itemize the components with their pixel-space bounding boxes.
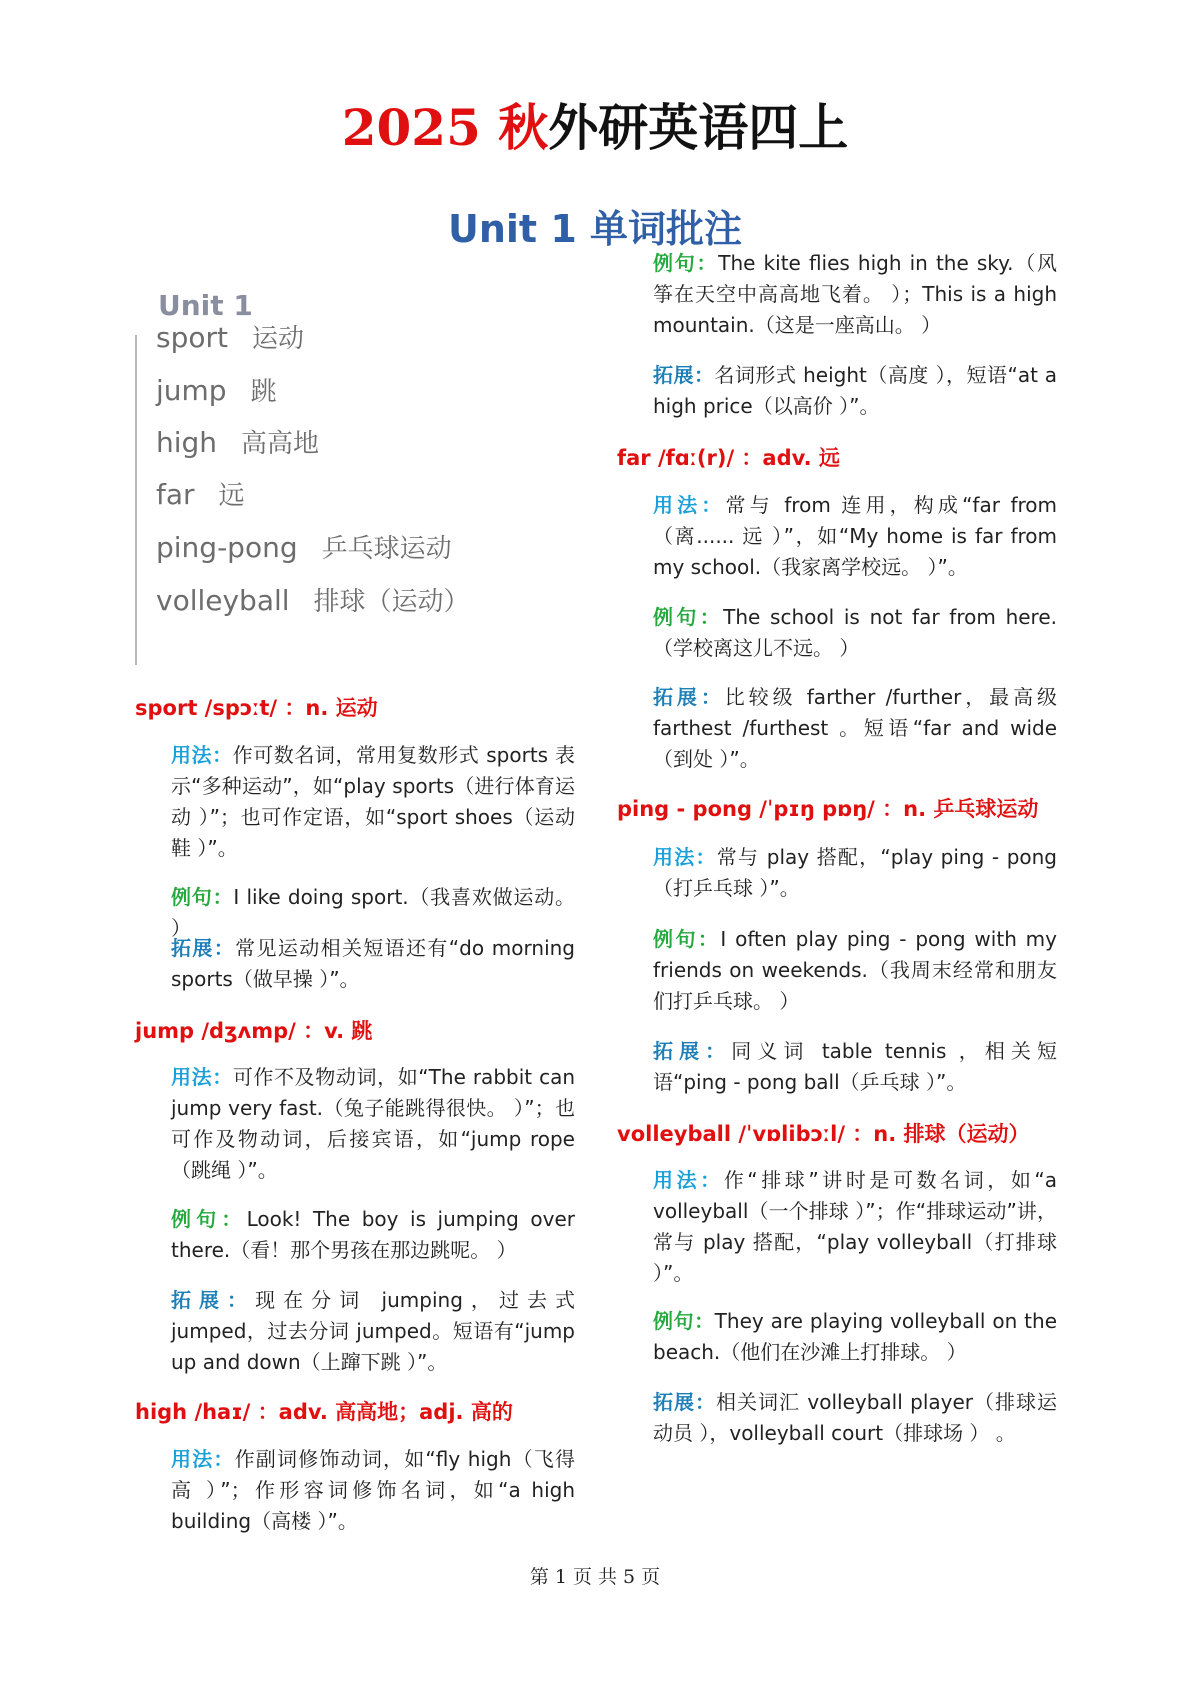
example-label: 例句： <box>171 1207 247 1231</box>
vocab-zh: 排球（运动） <box>313 587 470 617</box>
vocab-en: high <box>156 426 218 459</box>
vocab-item <box>156 528 452 565</box>
entry-usage-volleyball <box>653 1165 1057 1289</box>
vocab-item <box>156 581 470 618</box>
usage-text: 作副词修饰动词，如“fly high（飞得高 ）”；作形容词修饰名词，如“a high building（高楼 ）”。 <box>171 1447 575 1533</box>
extend-text: 名词形式 height（高度 ），短语“at a high price（以高价 ）”。 <box>653 363 1058 418</box>
usage-label: 用法： <box>171 1065 233 1089</box>
title-year: 2025 <box>341 98 481 157</box>
entry-usage-high <box>171 1444 575 1537</box>
usage-text: 作“排球”讲时是可数名词，如“a volleyball（一个排球 ）”；作“排球运动”讲，常与 play 搭配，“play volleyball（打排球 ）”。 <box>653 1168 1058 1285</box>
entry-head-sport: sport /spɔːt/ ：n. 运动 <box>135 696 378 720</box>
entry-usage-jump <box>171 1062 575 1186</box>
entry-extend-pingpong <box>653 1036 1057 1098</box>
vocab-divider <box>135 335 137 665</box>
extend-text: 相关词汇 volleyball player（排球运动员 ），volleyball court（排球场 ） 。 <box>653 1390 1058 1445</box>
extend-text: 同义词 table tennis ，相关短语“ping - pong ball（乒乓球 ）”。 <box>653 1039 1058 1094</box>
usage-label: 用法： <box>653 845 717 869</box>
entry-head-pingpong: ping - pong /ˈpɪŋ pɒŋ/ ：n. 乒乓球运动 <box>617 797 1039 821</box>
example-text: I like doing sport.（我喜欢做运动。 ） <box>171 885 576 940</box>
vocab-en: sport <box>156 321 228 354</box>
entry-extend-volleyball <box>653 1387 1057 1449</box>
vocabulary-image <box>135 283 525 668</box>
vocab-zh: 运动 <box>251 324 304 354</box>
example-text: They are playing volleyball on the beach.（他们在沙滩上打排球。 ） <box>653 1309 1058 1364</box>
vocab-zh: 远 <box>218 481 245 511</box>
vocab-en: far <box>156 478 195 511</box>
vocab-en: ping-pong <box>156 531 298 564</box>
entry-extend-jump <box>171 1285 575 1378</box>
extend-text: 比较级 farther /further，最高级 farthest /furthest 。短语“far and wide（到处 ）”。 <box>653 685 1057 771</box>
vocab-item <box>156 475 245 512</box>
example-text: Look! The boy is jumping over there.（看！那个男孩在那边跳呢。 ） <box>171 1207 576 1262</box>
entry-head-volleyball: volleyball /ˈvɒlibɔːl/ ：n. 排球（运动） <box>617 1122 1030 1146</box>
vocab-zh: 高高地 <box>241 429 320 459</box>
vocab-en: jump <box>156 374 227 407</box>
entry-usage-far <box>653 490 1057 583</box>
usage-text: 常与 from 连用，构成“far from（离...... 远 ）”，如“My home is far from my school.（我家离学校远。 ）”。 <box>653 493 1057 579</box>
extend-label: 拓展： <box>171 1288 256 1312</box>
example-label: 例句： <box>653 605 724 629</box>
entry-usage-pingpong <box>653 842 1057 904</box>
extend-label: 拓展： <box>653 363 715 387</box>
vocab-item <box>156 371 277 408</box>
entry-head-jump: jump /dʒʌmp/ ：v. 跳 <box>135 1019 373 1043</box>
example-label: 例句： <box>171 885 234 909</box>
extend-text: 常见运动相关短语还有“do morning sports（做早操 ）”。 <box>171 936 576 991</box>
entry-extend-high <box>653 360 1057 422</box>
usage-label: 用法： <box>653 1168 724 1192</box>
usage-label: 用法： <box>653 493 726 517</box>
title-season: 秋 <box>498 98 549 157</box>
extend-label: 拓展： <box>653 1390 717 1414</box>
vocab-zh: 乒乓球运动 <box>321 534 452 564</box>
example-label: 例句： <box>653 927 721 951</box>
entry-example-high <box>653 248 1057 341</box>
entry-head-far: far /fɑː(r)/ ：adv. 远 <box>617 446 840 470</box>
entry-example-pingpong <box>653 924 1057 1017</box>
example-label: 例句： <box>653 1309 715 1333</box>
title-rest: 外研英语四上 <box>548 98 849 157</box>
entry-usage-sport <box>171 740 575 864</box>
entry-example-jump <box>171 1204 575 1266</box>
example-text: The kite flies high in the sky.（风筝在天空中高高地飞着。 ）；This is a high mountain.（这是一座高山。 ） <box>653 251 1058 337</box>
usage-label: 用法： <box>171 1447 235 1471</box>
extend-text: 现在分词 jumping，过去式 jumped，过去分词 jumped。短语有“jump up and down（上蹿下跳 ）”。 <box>171 1288 575 1374</box>
example-text: The school is not far from here.（学校离这儿不远。 ） <box>653 605 1057 660</box>
vocab-en: volleyball <box>156 584 290 617</box>
usage-text: 可作不及物动词，如“The rabbit can jump very fast.（兔子能跳得很快。 ）”；也可作及物动词，后接宾语，如“jump rope（跳绳 ）”。 <box>171 1065 575 1182</box>
extend-label: 拓展： <box>653 685 725 709</box>
extend-label: 拓展： <box>171 936 236 960</box>
unit-subtitle: Unit 1 单词批注 <box>448 207 742 251</box>
usage-text: 作可数名词，常用复数形式 sports 表示“多种运动”，如“play sports（进行体育运动 ）”；也可作定语，如“sport shoes（运动鞋 ）”。 <box>171 743 575 860</box>
page-footer: 第 1 页 共 5 页 <box>529 1566 661 1588</box>
vocab-item <box>156 423 319 460</box>
vocab-zh: 跳 <box>250 377 277 407</box>
entry-head-high: high /haɪ/ ：adv. 高高地；adj. 高的 <box>135 1400 513 1424</box>
entry-example-volleyball <box>653 1306 1057 1368</box>
entry-extend-far <box>653 682 1057 775</box>
example-text: I often play ping - pong with my friends on weekends.（我周末经常和朋友们打乒乓球。 ） <box>653 927 1058 1013</box>
vocab-heading: Unit 1 <box>158 289 253 322</box>
usage-label: 用法： <box>171 743 233 767</box>
extend-label: 拓展： <box>653 1039 732 1063</box>
entry-example-far <box>653 602 1057 664</box>
usage-text: 常与 play 搭配，“play ping - pong（打乒乓球 ）”。 <box>653 845 1058 900</box>
entry-extend-sport <box>171 933 575 995</box>
vocab-item <box>156 318 304 355</box>
example-label: 例句： <box>653 251 719 275</box>
document-title <box>0 88 1190 160</box>
